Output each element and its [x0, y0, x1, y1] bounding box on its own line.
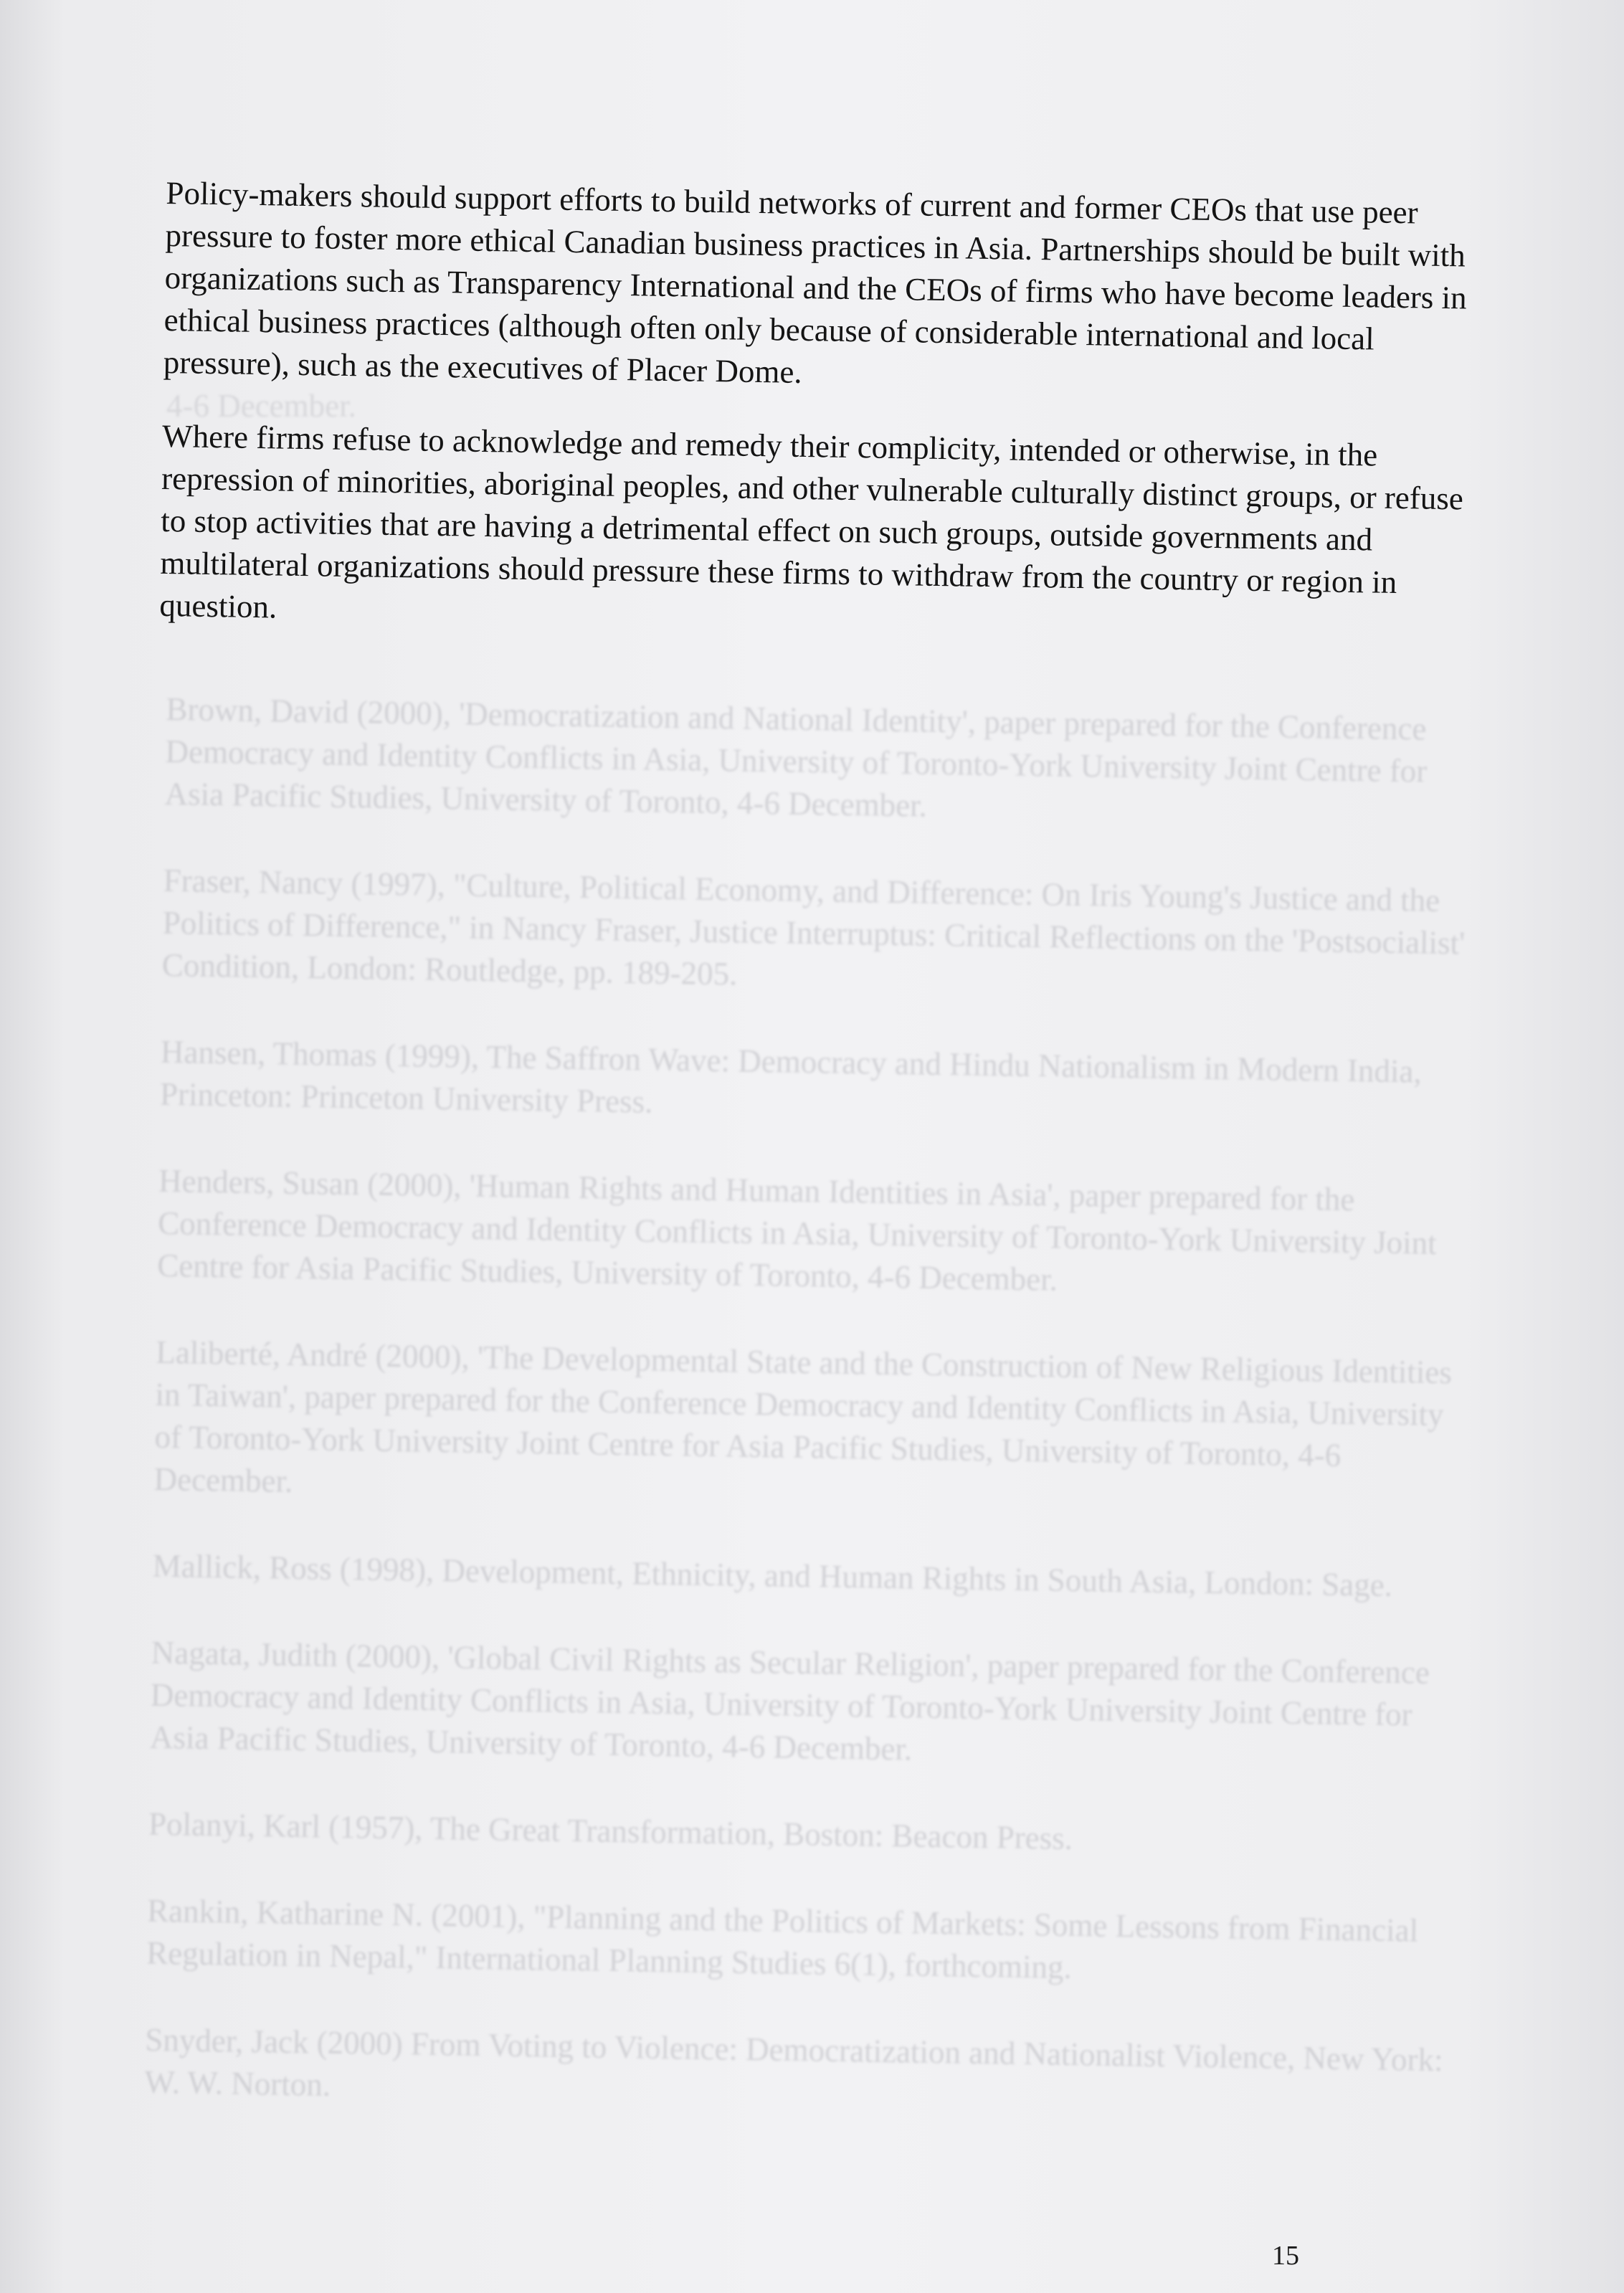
reference-entry: Laliberté, André (2000), 'The Developmental State and the Construction of New Religious Identities in Taiwan', paper prepared for the Conference Democracy and Identity Conflicts in Asia, University of Toronto-York University Joint Centre for Asia Pacific Studies, University of Toronto, 4-6 December. [153, 1334, 1453, 1499]
reference-entry: Henders, Susan (2000), 'Human Rights and Human Identities in Asia', paper prepared for the Conference Democracy and Identity Conflicts in Asia, University of Toronto-York University Joint Centre for Asia Pacific Studies, University of Toronto, 4-6 December. [156, 1162, 1438, 1298]
reference-entry: Snyder, Jack (2000) From Voting to Violence: Democratization and Nationalist Violence, New York: W. W. Norton. [144, 2021, 1443, 2103]
paragraph-firms-refuse: Where firms refuse to acknowledge and remedy their complicity, intended or otherwise, in the repression of minorities, aboriginal peoples, and other vulnerable culturally distinct groups, or refuse to stop activities that are having a detrimental effect on such groups, outside governments and multilateral organizations should pressure these firms to withdraw from the country or region in question. [159, 417, 1464, 625]
bleed-through-references [143, 688, 1471, 2168]
body-text [158, 172, 1471, 679]
reference-entry: Rankin, Katharine N. (2001), "Planning and the Politics of Markets: Some Lessons from Financial Regulation in Nepal," International Planning Studies 6(1), forthcoming. [146, 1892, 1419, 1986]
reference-entry: Nagata, Judith (2000), 'Global Civil Rights as Secular Religion', paper prepared for the Conference Democracy and Identity Conflicts in Asia, University of Toronto-York University Joint Centre for Asia Pacific Studies, University of Toronto, 4-6 December. [149, 1634, 1430, 1767]
reference-entry: Mallick, Ross (1998), Development, Ethnicity, and Human Rights in South Asia, London: Sage. [152, 1547, 1393, 1604]
page-number: 15 [1272, 2241, 1299, 2271]
reference-entry: Fraser, Nancy (1997), "Culture, Political Economy, and Difference: On Iris Young's Justice and the Politics of Difference," in Nancy Fraser, Justice Interruptus: Critical Reflections on the 'Postsocialist' Condition, London: Routledge, pp. 189-205. [161, 862, 1466, 992]
bleed-through-fragment: 4-6 December. [166, 388, 356, 424]
paragraph-policy-makers: Policy-makers should support efforts to build networks of current and former CEOs that use peer pressure to foster more ethical Canadian business practices in Asia. Partnerships should be built with organizations such as Transparency International and the CEOs of firms who have become leaders in ethical business practices (although often only because of considerable international and local pressure), such as the executives of Placer Dome. [163, 174, 1468, 390]
reference-entry: Polanyi, Karl (1957), The Great Transformation, Boston: Beacon Press. [148, 1805, 1073, 1857]
reference-entry: Hansen, Thomas (1999), The Saffron Wave: Democracy and Hindu Nationalism in Modern India, Princeton: Princeton University Press. [159, 1033, 1423, 1120]
reference-entry: Brown, David (2000), 'Democratization and National Identity', paper prepared for the Conference Democracy and Identity Conflicts in Asia, University of Toronto-York University Joint Centre for Asia Pacific Studies, University of Toronto, 4-6 December. [164, 690, 1428, 824]
